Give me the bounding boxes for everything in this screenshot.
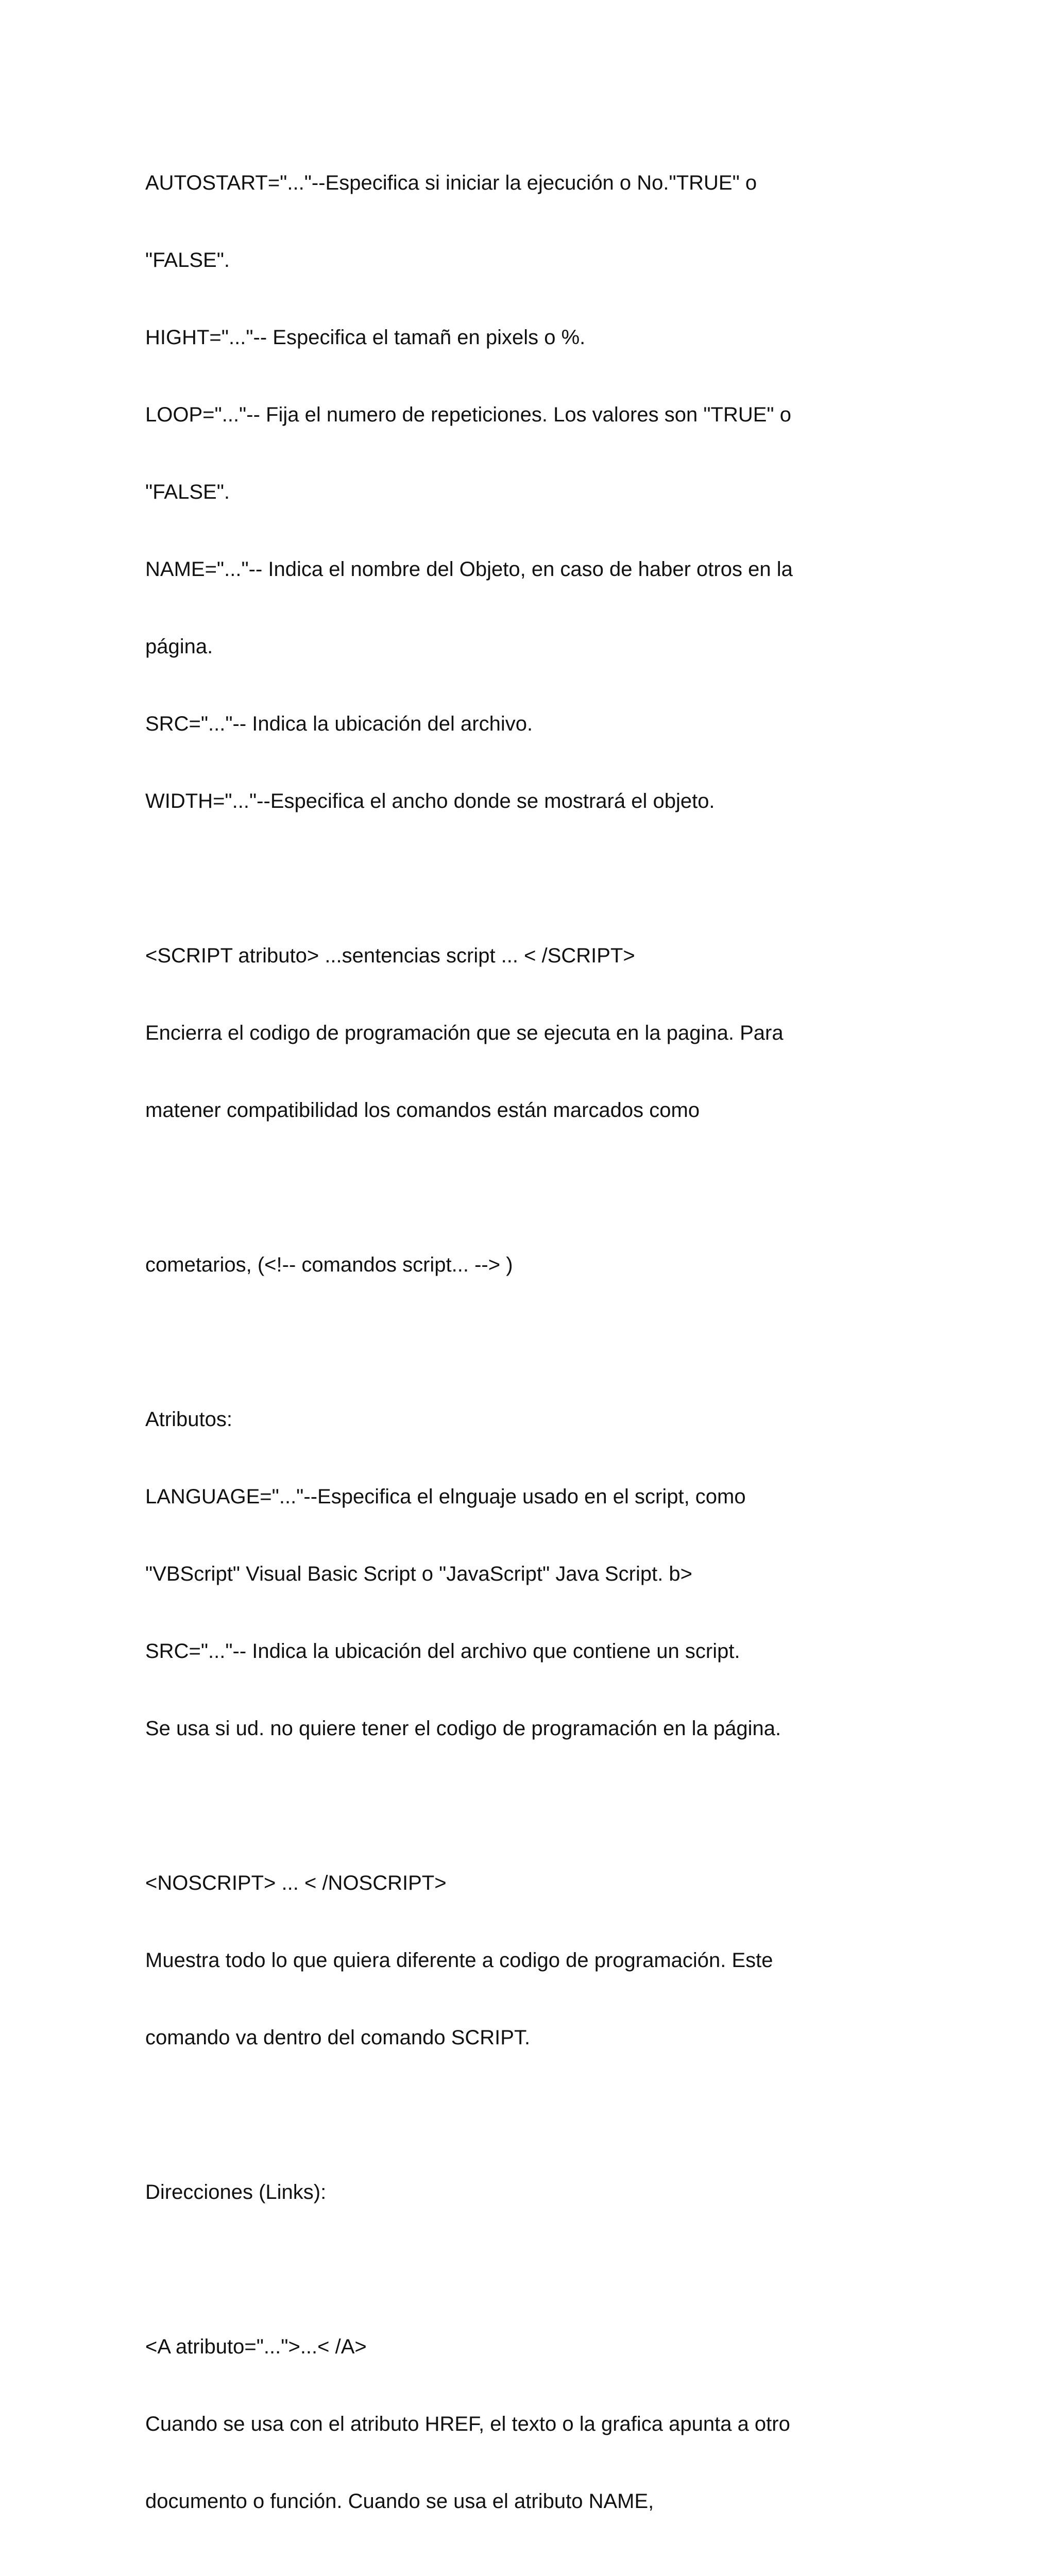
text-line: Cuando se usa con el atributo HREF, el texto o la grafica apunta a otro bbox=[145, 2413, 790, 2435]
text-line: documento o función. Cuando se usa el atributo NAME, bbox=[145, 2490, 654, 2513]
text-line: SRC="..."-- Indica la ubicación del archivo. bbox=[145, 713, 533, 735]
text-line: página. bbox=[145, 635, 213, 658]
text-line: Se usa si ud. no quiere tener el codigo de programación en la página. bbox=[145, 1717, 781, 1740]
blank-line bbox=[145, 1329, 856, 1355]
text-line: Muestra todo lo que quiera diferente a codigo de programación. Este bbox=[145, 1949, 773, 1972]
blank-line bbox=[145, 2257, 856, 2282]
text-line: LANGUAGE="..."--Especifica el elnguaje usado en el script, como bbox=[145, 1485, 746, 1508]
text-line: LOOP="..."-- Fija el numero de repeticiones. Los valores son "TRUE" o bbox=[145, 403, 791, 426]
document-body bbox=[145, 118, 856, 2576]
text-line: WIDTH="..."--Especifica el ancho donde se mostrará el objeto. bbox=[145, 790, 715, 812]
section-heading-noscript: <NOSCRIPT> ... < /NOSCRIPT> bbox=[145, 1872, 447, 1894]
blank-line bbox=[145, 1793, 856, 1819]
section-heading-links: Direcciones (Links): bbox=[145, 2181, 327, 2204]
blank-line bbox=[145, 1175, 856, 1200]
blank-line bbox=[145, 866, 856, 891]
text-line: NAME="..."-- Indica el nombre del Objeto, en caso de haber otros en la bbox=[145, 558, 793, 581]
text-line: cometarios, (<!-- comandos script... --> ) bbox=[145, 1253, 513, 1276]
blank-line bbox=[145, 2102, 856, 2128]
text-line: "FALSE". bbox=[145, 481, 230, 503]
text-line: Encierra el codigo de programación que se ejecuta en la pagina. Para bbox=[145, 1022, 784, 1044]
text-line: comando va dentro del comando SCRIPT. bbox=[145, 2026, 531, 2049]
text-line: SRC="..."-- Indica la ubicación del archivo que contiene un script. bbox=[145, 1640, 740, 1663]
text-line: matener compatibilidad los comandos están marcados como bbox=[145, 1099, 700, 1122]
section-heading-anchor: <A atributo="...">...< /A> bbox=[145, 2335, 367, 2358]
text-line: "FALSE". bbox=[145, 249, 230, 272]
section-heading-script: <SCRIPT atributo> ...sentencias script ... < /SCRIPT> bbox=[145, 944, 635, 967]
text-line: "VBScript" Visual Basic Script o "JavaScript" Java Script. b> bbox=[145, 1563, 693, 1585]
blank-line bbox=[145, 2566, 856, 2576]
text-line: HIGHT="..."-- Especifica el tamañ en pixels o %. bbox=[145, 326, 586, 349]
attributes-heading: Atributos: bbox=[145, 1408, 232, 1431]
text-line: AUTOSTART="..."--Especifica si iniciar la ejecución o No."TRUE" o bbox=[145, 172, 757, 194]
